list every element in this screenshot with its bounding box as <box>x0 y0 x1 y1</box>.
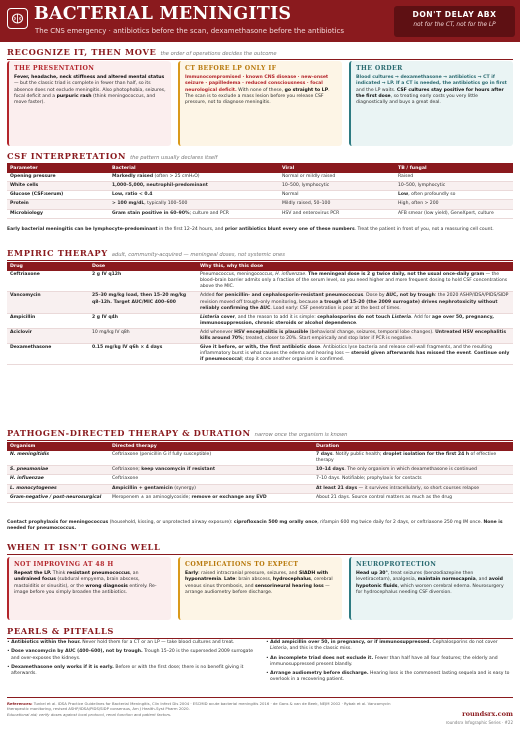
column-header: Organism <box>7 442 109 451</box>
box-title: COMPLICATIONS TO EXPECT <box>185 561 299 568</box>
csf-table-header <box>7 164 513 173</box>
table-row <box>7 328 513 343</box>
box-title: NOT IMPROVING AT 48 H <box>14 561 114 568</box>
table-cell: Added for penicillin- and cephalosporin-resistant pneumococcus. Dose by AUC, not by trough: the 2020 ASHP/IDSA/PIDS/SIDP revision moved off trough-only monitoring, because a trough of 15–20 (the 2009 surrogate) drives nephrotoxicity without reliably confirming the AUC. Load early: CSF penetration is poor at the best of times. <box>197 292 513 313</box>
table-row <box>7 475 513 484</box>
table-cell: Glucose (CSF:serum) <box>7 191 109 200</box>
pathogen-table <box>7 442 513 503</box>
pearl-item: • Add ampicillin over 50, in pregnancy, or if immunosuppressed. Cephalosporins do not cover Listeria, and this is the classic miss. <box>266 640 498 652</box>
section-title: CSF INTERPRETATION <box>7 151 127 161</box>
section-subtitle: the order of operations decides the outcome <box>160 51 277 57</box>
box-title: CT BEFORE LP ONLY IF <box>185 65 277 72</box>
csf-note: Early bacterial meningitis can be lymphocyte-predominant in the first 12–24 hours, and prior antibiotics blunt every one of these numbers. Treat the patient in front of you, not a reassuring cell count. <box>7 227 494 232</box>
table-cell: Pneumococcus, meningococcus, H. influenzae. The meningeal dose is 2 g twice daily, not the usual once-daily gram — the blood–brain barrier admits only a fraction of the serum level, so you need higher and more frequent dosing to hold CSF concentrations above the MIC. <box>197 271 513 292</box>
section-title: EMPIRIC THERAPY <box>7 248 108 258</box>
table-row <box>7 493 513 502</box>
table-cell: Vancomycin <box>7 292 89 313</box>
table-row <box>7 271 513 292</box>
table-cell: Microbiology <box>7 209 109 218</box>
section-subtitle: adult, community-acquired — meningeal doses, not systemic ones <box>111 252 285 258</box>
table-cell: Mildly raised, 50–100 <box>279 200 395 209</box>
pearls-left-column <box>7 640 254 680</box>
table-cell: L. monocytogenes <box>7 484 109 493</box>
table-cell: White cells <box>7 182 109 191</box>
table-cell: N. meningitidis <box>7 451 109 466</box>
table-cell: Give it before, or with, the first antibiotic dose. Antibiotics lyse bacteria and release cell-wall fragments, and the resulting inflammatory burst is what causes the edema and hearing loss — steroid given afterwards has missed the event. Continue only if pneumococcal; stop it once another organism is confirmed. <box>197 343 513 364</box>
section-title: PEARLS & PITFALLS <box>7 626 114 636</box>
table-cell: 7–10 days. Notifiable; prophylaxis for contacts <box>313 475 513 484</box>
pathogen-table-header <box>7 442 513 451</box>
empiric-table-header <box>7 262 513 271</box>
pearl-item: • Dose vancomycin by AUC (400–600), not by trough. Trough 15–20 is the superseded 2009 surrogate and over-exposes the kidneys. <box>7 649 254 661</box>
table-cell: Ceftriaxone; keep vancomycin if resistant <box>109 466 313 475</box>
box-title: NEUROPROTECTION <box>356 561 437 568</box>
pearl-item: • Dexamethasone only works if it is early. Before or with the first dose; there is no benefit giving it afterwards. <box>7 664 244 677</box>
brand-link[interactable]: roundsrx.com <box>462 710 513 718</box>
section-recognize <box>7 47 513 60</box>
neuroprotection-box <box>349 557 513 620</box>
table-cell: Normal <box>279 191 395 200</box>
box-body: Head up 30°, treat seizures (benzodiazepine then levetiracetam), analgesia, maintain normocapnia, and avoid hypotonic fluids, which worsen cerebral edema. Neurosurgery for hydrocephalus needing CSF diversion. <box>356 571 504 595</box>
table-cell: Ampicillin + gentamicin (synergy) <box>109 484 313 493</box>
box-body: Repeat the LP. Think resistant pneumococcus, an undrained focus (subdural empyema, brain abscess, mastoiditis or sinusitis), or the wrong diagnosis entirely. Re-image before you simply broaden the antibiotics. <box>14 571 157 595</box>
table-cell: Dexamethasone <box>7 343 89 364</box>
table-row <box>7 209 513 218</box>
disclaimer: Educational aid; verify doses against local protocol, renal function and patient factors. <box>7 711 172 717</box>
column-header: TB / fungal <box>395 164 513 173</box>
box-body: Blood cultures → dexamethasone → antibiotics → CT if indicated → LP. If a CT is needed, the antibiotics go in first and the LP waits. CSF cultures stay positive for hours after the first dose, so treating early costs you very little diagnostically and buys a great deal. <box>356 75 507 106</box>
section-empiric <box>7 248 513 261</box>
table-cell: Opening pressure <box>7 173 109 182</box>
section-title: RECOGNIZE IT, THEN MOVE <box>7 47 157 57</box>
table-cell: Ampicillin <box>7 313 89 328</box>
section-subtitle: the pattern usually declares itself <box>130 155 218 161</box>
box-title: THE ORDER <box>356 65 403 72</box>
table-cell: HSV and enterovirus PCR <box>279 209 395 218</box>
table-cell: 2 g IV q12h <box>89 271 197 292</box>
table-cell: Aciclovir <box>7 328 89 343</box>
column-header: Directed therapy <box>109 442 313 451</box>
page-title: BACTERIAL MENINGITIS <box>34 4 292 24</box>
pearls-right-column <box>266 640 513 687</box>
box-body: Immunocompromised · known CNS disease · new-onset seizure · papilledema · reduced consciousness · focal neurological deficit. With none of these, go straight to LP. The scan is to exclude a mass lesion before you release CSF pressure, not to diagnose meningitis. <box>185 75 330 106</box>
section-title: WHEN IT ISN'T GOING WELL <box>7 542 161 552</box>
table-cell: Ceftriaxone <box>109 475 313 484</box>
table-cell: > 100 mg/dL, typically 100–500 <box>109 200 279 209</box>
table-cell: Add whenever HSV encephalitis is plausible (behavioral change, seizures, temporal lobe changes). Untreated HSV encephalitis kills around 70%; treated, closer to 20%. Start empirically and stop later if PCR is negative. <box>197 328 513 343</box>
column-header: Bacterial <box>109 164 279 173</box>
column-header: Duration <box>313 442 513 451</box>
table-cell: 2 g IV q4h <box>89 313 197 328</box>
table-row <box>7 313 513 328</box>
column-header: Drug <box>7 262 89 271</box>
table-row <box>7 292 513 313</box>
warning-subtitle: not for the CT, not for the LP <box>413 22 496 29</box>
table-cell: Ceftriaxone <box>7 271 89 292</box>
table-cell: Gram stain positive in 60–90%; culture and PCR <box>109 209 279 218</box>
box-body: Fever, headache, neck stiffness and altered mental status — but the classic triad is complete in fewer than half, so its absence does not exclude meningitis. Also photophobia, seizures, focal deficit and a purpuric rash (think meningococcus, and move faster). <box>14 75 166 106</box>
empiric-table <box>7 262 513 365</box>
warning-callout <box>394 6 515 37</box>
section-not-going-well <box>7 542 513 555</box>
warning-title: DON'T DELAY ABX <box>412 10 497 19</box>
table-cell: Raised <box>395 173 513 182</box>
box-title: THE PRESENTATION <box>14 65 95 72</box>
table-cell: Gram-negative / post-neurosurgical <box>7 493 109 502</box>
table-row <box>7 451 513 466</box>
table-row <box>7 182 513 191</box>
table-cell: High, often > 200 <box>395 200 513 209</box>
ct-before-lp-box <box>178 61 342 146</box>
not-improving-box <box>7 557 171 620</box>
column-header: Why this, why this dose <box>197 262 513 271</box>
section-subtitle: narrow once the organism is known <box>254 432 348 438</box>
column-header: Parameter <box>7 164 109 173</box>
table-row <box>7 191 513 200</box>
table-cell: Listeria cover, and the reason to add it is simple: cephalosporins do not touch Listeria. Add for age over 50, pregnancy, immunosuppression, chronic steroids or alcohol dependence. <box>197 313 513 328</box>
table-cell: 10–500, lymphocytic <box>279 182 395 191</box>
page-subtitle: The CNS emergency · antibiotics before the scan, dexamethasone before the antibiotics <box>35 27 345 35</box>
table-cell: Low, ratio < 0.4 <box>109 191 279 200</box>
table-cell: 7 days. Notify public health; droplet isolation for the first 24 h of effective therapy <box>313 451 513 466</box>
table-cell: S. pneumoniae <box>7 466 109 475</box>
table-cell: 10 mg/kg IV q8h <box>89 328 197 343</box>
table-cell: Markedly raised (often > 25 cmH₂O) <box>109 173 279 182</box>
table-cell: Protein <box>7 200 109 209</box>
section-csf <box>7 151 513 164</box>
csf-table <box>7 164 513 219</box>
pearl-item: • Antibiotics within the hour. Never hold them for a CT or an LP — take blood cultures and treat. <box>7 640 235 645</box>
pearl-item: • Arrange audiometry before discharge. Hearing loss is the commonest lasting sequela and is easy to overlook in a recovering patient. <box>266 671 510 683</box>
table-cell: At least 21 days — it survives intracellularly, so short courses relapse <box>313 484 513 493</box>
presentation-box <box>7 61 171 146</box>
table-cell: AFB smear (low yield), GeneXpert, culture <box>395 209 513 218</box>
section-pearls <box>7 626 513 639</box>
series-label: roundsrx Infographic Series · #22 <box>445 720 513 725</box>
table-row <box>7 343 513 364</box>
prophylaxis-note: Contact prophylaxis for meningococcus (household, kissing, or unprotected airway exposure): ciprofloxacin 500 mg orally once, rifampin 600 mg twice daily for 2 days, or ceftriaxone 250 mg IM once. None is needed for pneumococcus. <box>7 520 503 532</box>
references <box>7 701 407 717</box>
column-header: Dose <box>89 262 197 271</box>
table-cell: 25–30 mg/kg load, then 15–20 mg/kg q8–12h. Target AUC/MIC 400–600 <box>89 292 197 313</box>
header-banner <box>0 0 520 42</box>
table-cell: 10–14 days. The only organism in which dexamethasone is continued <box>313 466 513 475</box>
section-pathogen <box>7 428 513 441</box>
table-row <box>7 466 513 475</box>
references-label: References: <box>7 701 33 706</box>
order-box <box>349 61 513 146</box>
table-cell: Ceftriaxone (penicillin G if fully susceptible) <box>109 451 313 466</box>
table-cell: 10–500, lymphocytic <box>395 182 513 191</box>
table-cell: H. influenzae <box>7 475 109 484</box>
table-cell: Normal or mildly raised <box>279 173 395 182</box>
table-cell: About 21 days. Source control matters as much as the drug <box>313 493 513 502</box>
table-row <box>7 484 513 493</box>
footer <box>7 697 513 725</box>
column-header: Viral <box>279 164 395 173</box>
table-row <box>7 173 513 182</box>
table-cell: 0.15 mg/kg IV q6h × 4 days <box>89 343 197 364</box>
brain-icon <box>7 8 28 29</box>
references-text: Tunkel et al. IDSA Practice Guidelines for Bacterial Meningitis, Clin Infect Dis 2004 · ESCMID acute bacterial meningitis 2016 · de Gans & van de Beek, NEJM 2002 · Rybak et al. Vancomycin therapeutic monitoring, revised ASHP/IDSA/PIDS/SIDP consensus, Am J Health-Syst Pharm 2020. <box>7 701 391 712</box>
complications-box <box>178 557 342 620</box>
table-cell: 1,000–5,000, neutrophil-predominant <box>109 182 279 191</box>
table-cell: Low, often profoundly so <box>395 191 513 200</box>
section-title: PATHOGEN-DIRECTED THERAPY & DURATION <box>7 428 251 438</box>
pearl-item: • An incomplete triad does not exclude it. Fewer than half have all four features; the elderly and immunosuppressed present blandly. <box>266 655 498 667</box>
table-row <box>7 200 513 209</box>
box-body: Early: raised intracranial pressure, seizures, and SIADH with hyponatremia. Late: brain abscess, hydrocephalus, cerebral venous sinus thrombosis, and sensorineural hearing loss — arrange audiometry before discharge. <box>185 571 333 595</box>
table-cell: Meropenem ± an aminoglycoside; remove or exchange any EVD <box>109 493 313 502</box>
